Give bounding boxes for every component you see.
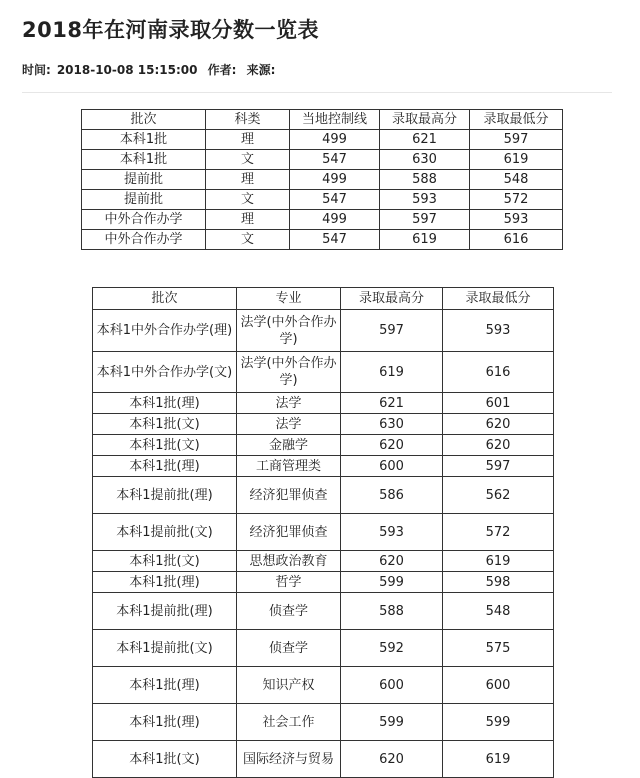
table-cell: 本科1批(文) [93,741,237,778]
source-label: 来源: [246,63,276,77]
table-row [93,352,554,393]
header-cell: 录取最高分 [341,288,443,310]
time-label: 时间: [22,63,51,77]
table-cell: 616 [470,230,563,250]
table-cell: 630 [380,150,470,170]
table-cell: 588 [380,170,470,190]
table-cell: 601 [443,393,554,414]
table-cell: 本科1批(文) [93,551,237,572]
time-value: 2018-10-08 15:15:00 [56,63,198,77]
table-cell: 619 [470,150,563,170]
table-cell: 中外合作办学 [82,230,206,250]
table-row [93,393,554,414]
table-cell: 620 [443,414,554,435]
table-cell: 侦查学 [237,630,341,667]
table-cell: 文 [206,230,290,250]
table-row [82,230,563,250]
table-cell: 599 [443,704,554,741]
header-cell: 当地控制线 [290,110,380,130]
table-cell: 本科1批 [82,150,206,170]
table-cell: 中外合作办学 [82,210,206,230]
table-cell: 哲学 [237,572,341,593]
table-cell: 本科1批 [82,130,206,150]
table-cell: 620 [341,741,443,778]
table-cell: 经济犯罪侦查 [237,477,341,514]
table-cell: 侦查学 [237,593,341,630]
table-row [93,630,554,667]
table-cell: 599 [341,704,443,741]
table-cell: 499 [290,130,380,150]
table-cell: 法学(中外合作办学) [237,310,341,352]
table-cell: 593 [443,310,554,352]
table-cell: 620 [443,435,554,456]
table-cell: 621 [341,393,443,414]
table-cell: 思想政治教育 [237,551,341,572]
table-header-row [82,110,563,130]
table-cell: 597 [470,130,563,150]
table-cell: 600 [341,456,443,477]
table-cell: 本科1批(理) [93,393,237,414]
table-cell: 国际经济与贸易 [237,741,341,778]
table-row [82,210,563,230]
table-cell: 本科1提前批(理) [93,477,237,514]
table-cell: 本科1批(理) [93,456,237,477]
header-cell: 录取最低分 [443,288,554,310]
table-row [82,190,563,210]
table-cell: 本科1提前批(理) [93,593,237,630]
table-row [93,514,554,551]
table-row [93,414,554,435]
header-cell: 录取最低分 [470,110,563,130]
table-cell: 法学 [237,414,341,435]
table-cell: 599 [341,572,443,593]
table-cell: 本科1批(理) [93,572,237,593]
table-cell: 597 [341,310,443,352]
table-cell: 547 [290,150,380,170]
table-cell: 理 [206,130,290,150]
table-cell: 547 [290,230,380,250]
table-cell: 547 [290,190,380,210]
table-cell: 630 [341,414,443,435]
article-meta [22,61,281,78]
table-cell: 499 [290,170,380,190]
table-row [93,435,554,456]
table-cell: 620 [341,551,443,572]
table-cell: 工商管理类 [237,456,341,477]
table-row [93,741,554,778]
table-cell: 548 [443,593,554,630]
table-row [93,477,554,514]
table-cell: 620 [341,435,443,456]
table-cell: 588 [341,593,443,630]
table-row [82,170,563,190]
table-cell: 616 [443,352,554,393]
major-score-table [92,287,554,778]
table-cell: 619 [341,352,443,393]
divider [22,92,612,93]
table-cell: 法学 [237,393,341,414]
table-row [93,572,554,593]
table-row [93,551,554,572]
table-cell: 598 [443,572,554,593]
table-cell: 593 [341,514,443,551]
table-row [93,593,554,630]
table-cell: 499 [290,210,380,230]
table-cell: 600 [443,667,554,704]
table-row [93,456,554,477]
header-cell: 录取最高分 [380,110,470,130]
table-cell: 621 [380,130,470,150]
table-cell: 本科1中外合作办学(理) [93,310,237,352]
table-cell: 本科1批(文) [93,414,237,435]
table-cell: 619 [380,230,470,250]
table-row [93,704,554,741]
table-cell: 619 [443,551,554,572]
table-cell: 575 [443,630,554,667]
table-cell: 本科1中外合作办学(文) [93,352,237,393]
table-cell: 597 [443,456,554,477]
table-cell: 593 [380,190,470,210]
table-row [93,310,554,352]
header-cell: 科类 [206,110,290,130]
table-cell: 593 [470,210,563,230]
table-cell: 经济犯罪侦查 [237,514,341,551]
table-cell: 本科1批(理) [93,704,237,741]
header-cell: 批次 [93,288,237,310]
header-cell: 批次 [82,110,206,130]
table-row [93,667,554,704]
table-cell: 法学(中外合作办学) [237,352,341,393]
table-cell: 本科1批(理) [93,667,237,704]
table-cell: 548 [470,170,563,190]
table-cell: 572 [470,190,563,210]
table-cell: 597 [380,210,470,230]
table-cell: 金融学 [237,435,341,456]
table-cell: 619 [443,741,554,778]
table-row [82,130,563,150]
table-cell: 592 [341,630,443,667]
table-cell: 562 [443,477,554,514]
table-cell: 600 [341,667,443,704]
table-row [82,150,563,170]
table-header-row [93,288,554,310]
table-cell: 文 [206,190,290,210]
table-cell: 社会工作 [237,704,341,741]
table-cell: 理 [206,210,290,230]
page-title: 2018年在河南录取分数一览表 [22,18,319,42]
table-cell: 572 [443,514,554,551]
table-cell: 文 [206,150,290,170]
table-cell: 本科1提前批(文) [93,514,237,551]
table-cell: 本科1批(文) [93,435,237,456]
table-cell: 提前批 [82,190,206,210]
table-cell: 本科1提前批(文) [93,630,237,667]
author-label: 作者: [207,63,237,77]
header-cell: 专业 [237,288,341,310]
table-cell: 理 [206,170,290,190]
score-summary-table [81,109,563,250]
table-cell: 提前批 [82,170,206,190]
table-cell: 586 [341,477,443,514]
table-cell: 知识产权 [237,667,341,704]
